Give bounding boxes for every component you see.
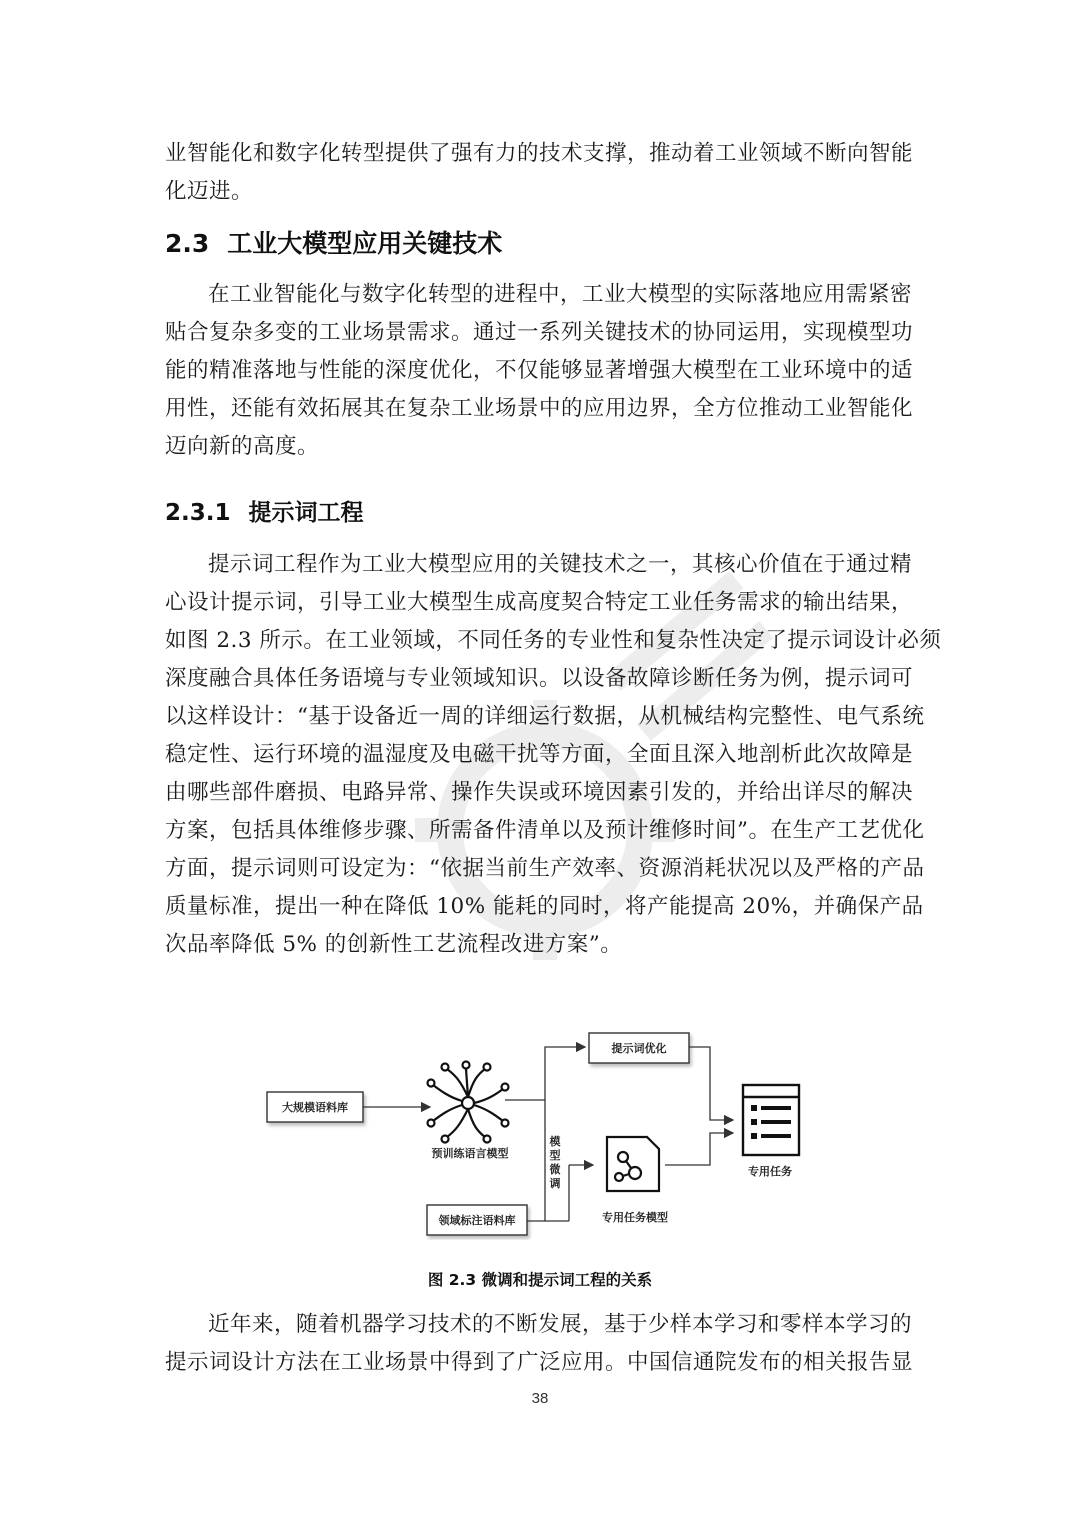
corpus-large-label: 大规模语料库 <box>282 1101 348 1114</box>
neural-network-icon <box>428 1062 509 1143</box>
task-label: 专用任务 <box>748 1165 792 1178</box>
task-model-label: 专用任务模型 <box>602 1211 668 1224</box>
fine-tune-char: 调 <box>549 1177 561 1190</box>
subsection-line: 提示词工程作为工业大模型应用的关键技术之一，其核心价值在于通过精 <box>208 552 913 577</box>
section-paragraph <box>165 276 915 466</box>
page-number: 38 <box>531 1390 549 1407</box>
subsection-line: 深度融合具体任务语境与专业领域知识。以设备故障诊断任务为例，提示词可 <box>165 666 914 691</box>
subsection-line: 质量标准，提出一种在降低 10% 能耗的同时，将产能提高 20%，并确保产品 <box>165 894 924 919</box>
subsection-line: 如图 2.3 所示。在工业领域，不同任务的专业性和复杂性决定了提示词设计必须 <box>165 628 942 653</box>
closing-line: 提示词设计方法在工业场景中得到了广泛应用。中国信通院发布的相关报告显 <box>165 1350 914 1375</box>
section-line: 在工业智能化与数字化转型的进程中，工业大模型的实际落地应用需紧密 <box>208 282 913 307</box>
fine-tune-label <box>548 1135 562 1191</box>
section-line: 贴合复杂多变的工业场景需求。通过一系列关键技术的协同运用，实现模型功 <box>165 320 914 345</box>
corpus-annotated-label: 领域标注语料库 <box>438 1214 516 1227</box>
subsection-line: 以这样设计：“基于设备近一周的详细运行数据，从机械结构完整性、电气系统 <box>165 704 925 729</box>
figure-diagram <box>255 1025 835 1240</box>
subsection-title: 提示词工程 <box>248 500 364 526</box>
figure-caption: 图 2.3 微调和提示词工程的关系 <box>427 1271 653 1289</box>
subsection-paragraph <box>165 546 942 964</box>
pretrained-model-label: 预训练语言模型 <box>431 1147 509 1160</box>
subsection-line: 心设计提示词，引导工业大模型生成高度契合特定工业任务需求的输出结果， <box>165 590 914 615</box>
intro-paragraph <box>165 135 915 211</box>
section-heading <box>165 225 502 263</box>
subsection-line: 稳定性、运行环境的温湿度及电磁干扰等方面，全面且深入地剖析此次故障是 <box>165 742 914 767</box>
intro-line: 业智能化和数字化转型提供了强有力的技术支撑，推动着工业领域不断向智能 <box>165 141 914 166</box>
section-line: 用性，还能有效拓展其在复杂工业场景中的应用边界，全方位推动工业智能化 <box>165 396 914 421</box>
section-line: 能的精准落地与性能的深度优化，不仅能够显著增强大模型在工业环境中的适 <box>165 358 914 383</box>
diagram-lines <box>255 1025 835 1240</box>
subsection-line: 方案，包括具体维修步骤、所需备件清单以及预计维修时间”。在生产工艺优化 <box>165 818 925 843</box>
closing-paragraph <box>165 1306 915 1382</box>
subsection-line: 由哪些部件磨损、电路异常、操作失误或环境因素引发的，并给出详尽的解决 <box>165 780 914 805</box>
section-number: 2.3 <box>165 229 210 258</box>
closing-line: 近年来，随着机器学习技术的不断发展，基于少样本学习和零样本学习的 <box>208 1312 913 1337</box>
task-list-icon <box>743 1085 799 1155</box>
fine-tune-char: 微 <box>549 1163 561 1176</box>
section-line: 迈向新的高度。 <box>165 434 320 459</box>
intro-line: 化迈进。 <box>165 179 254 204</box>
subsection-number: 2.3.1 <box>165 500 231 526</box>
fine-tune-char: 型 <box>549 1149 561 1162</box>
subsection-heading <box>165 495 364 531</box>
section-title: 工业大模型应用关键技术 <box>227 229 503 258</box>
document-model-icon <box>607 1137 659 1191</box>
subsection-line: 次品率降低 5% 的创新性工艺流程改进方案”。 <box>165 932 623 957</box>
subsection-line: 方面，提示词则可设定为：“依据当前生产效率、资源消耗状况以及严格的产品 <box>165 856 925 881</box>
fine-tune-char: 模 <box>549 1135 561 1148</box>
prompt-optimization-label: 提示词优化 <box>611 1042 667 1055</box>
